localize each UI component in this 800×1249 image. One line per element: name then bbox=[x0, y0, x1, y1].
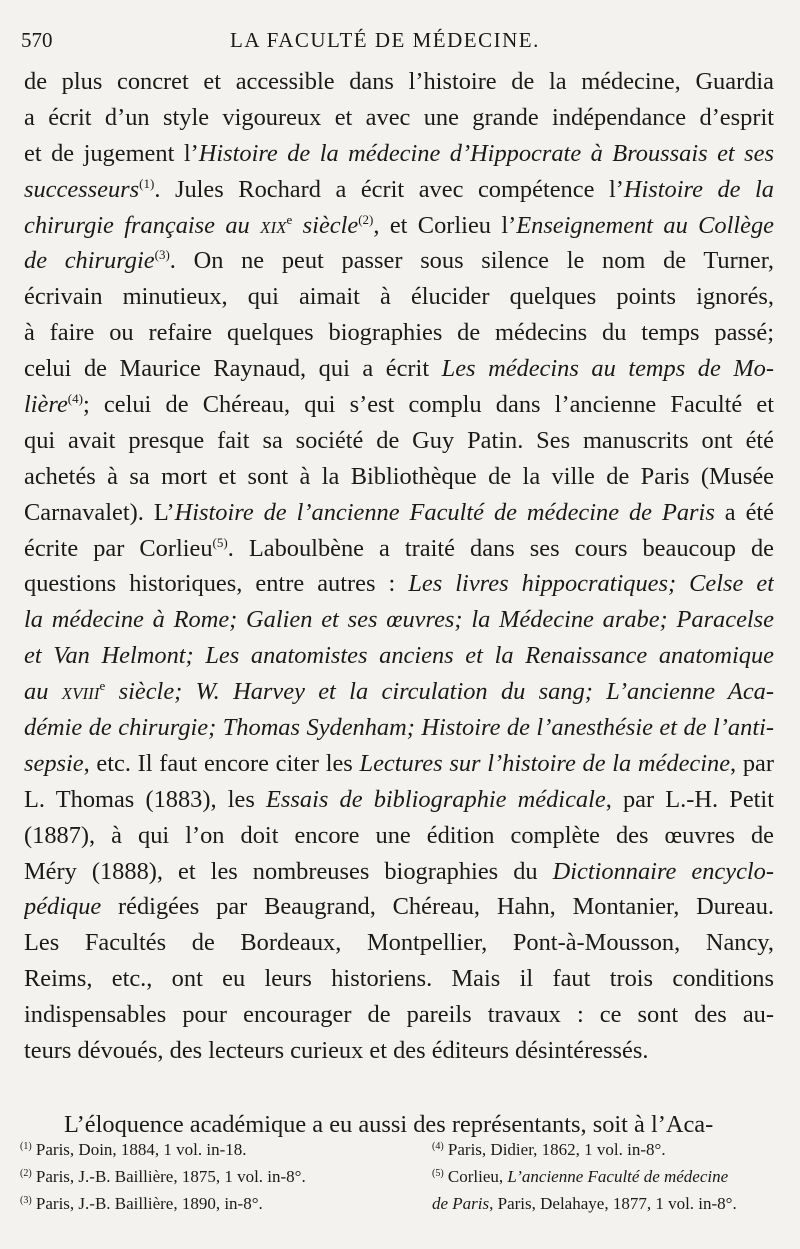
text-run: Paris, Didier, 1862, 1 vol. in-8°. bbox=[443, 1140, 666, 1159]
text-run: . On ne peut passer sous silence le nom de Turner, bbox=[169, 247, 774, 275]
text-line bbox=[24, 710, 774, 746]
italic-text: de Paris bbox=[432, 1194, 490, 1213]
text-run: écrite par Corlieu bbox=[24, 534, 213, 562]
footnotes-left-column bbox=[20, 1136, 420, 1217]
text-run: , et Corlieu l’ bbox=[373, 211, 517, 239]
italic-text: Les livres hippocratiques; Celse et bbox=[408, 570, 774, 598]
italic-text: sepsie bbox=[24, 749, 84, 777]
text-run: rédigées par Beaugrand, Chéreau, Hahn, Montanier, Dureau. bbox=[101, 893, 774, 921]
footnote bbox=[20, 1190, 420, 1217]
text-run: a été bbox=[714, 498, 774, 526]
text-line bbox=[24, 100, 774, 136]
italic-text: Histoire de la bbox=[623, 175, 774, 203]
italic-text: xix bbox=[260, 211, 287, 239]
text-run: . Laboulbène a traité dans ses cours beaucoup de bbox=[227, 534, 774, 562]
italic-text: démie de chirurgie; Thomas Sydenham; Histoire de l’anesthésie et de l’anti- bbox=[24, 714, 774, 742]
footnote bbox=[20, 1163, 420, 1190]
italic-text: au bbox=[24, 678, 62, 706]
text-run: celui de Maurice Raynaud, qui a écrit bbox=[24, 355, 442, 383]
note-reference: (1) bbox=[139, 175, 155, 191]
text-line bbox=[24, 172, 774, 208]
text-run: achetés à sa mort et sont à la Bibliothèque de la ville de Paris (Musée bbox=[24, 462, 774, 490]
note-reference: (2) bbox=[20, 1168, 32, 1179]
italic-text: siècle bbox=[292, 211, 359, 239]
italic-text: lière bbox=[24, 391, 68, 419]
footnote bbox=[432, 1190, 784, 1217]
body-text bbox=[24, 64, 774, 1143]
text-run: Paris, J.-B. Baillière, 1890, in-8°. bbox=[31, 1194, 263, 1213]
text-line bbox=[24, 531, 774, 567]
text-run: , etc. Il faut encore citer les bbox=[83, 749, 360, 777]
italic-text: Histoire de l’ancienne Faculté de médecine de Paris bbox=[174, 498, 715, 526]
text-run: Les Facultés de Bordeaux, Montpellier, Pont-à-Mousson, Nancy, bbox=[24, 929, 774, 957]
text-line bbox=[24, 351, 774, 387]
note-reference: (4) bbox=[67, 391, 83, 407]
italic-text: la médecine à Rome; Galien et ses œuvres; la Médecine arabe; Paracelse bbox=[24, 606, 774, 634]
italic-text: xviii bbox=[61, 678, 100, 706]
text-line bbox=[24, 602, 774, 638]
text-run: . Jules Rochard a écrit avec compétence l’ bbox=[154, 175, 624, 203]
text-run: écrivain minutieux, qui aimait à élucider quelques points ignorés, bbox=[24, 283, 774, 311]
text-line bbox=[24, 243, 774, 279]
text-line bbox=[24, 208, 774, 244]
italic-text: Dictionnaire encyclo- bbox=[552, 857, 774, 885]
note-reference: (1) bbox=[20, 1141, 32, 1152]
text-line bbox=[24, 997, 774, 1033]
footnote bbox=[432, 1163, 784, 1190]
text-run: et de jugement l’ bbox=[24, 139, 199, 167]
italic-text: de chirurgie bbox=[24, 247, 155, 275]
text-run: (1887), à qui l’on doit encore une édition complète des œuvres de bbox=[24, 821, 774, 849]
italic-text: Lectures sur l’histoire de la médecine bbox=[359, 749, 731, 777]
italic-text: successeurs bbox=[24, 175, 140, 203]
text-line bbox=[24, 566, 774, 602]
text-line bbox=[24, 423, 774, 459]
text-line bbox=[24, 495, 774, 531]
text-line bbox=[24, 961, 774, 997]
text-line bbox=[24, 782, 774, 818]
text-run: indispensables pour encourager de pareils travaux : ce sont des au- bbox=[24, 1001, 774, 1029]
text-run: à faire ou refaire quelques biographies de médecins du temps passé; bbox=[24, 319, 774, 347]
text-line bbox=[24, 818, 774, 854]
text-run: Méry (1888), et les nombreuses biographies du bbox=[24, 857, 553, 885]
text-line bbox=[24, 136, 774, 172]
note-reference: (3) bbox=[154, 247, 170, 263]
text-line bbox=[24, 854, 774, 890]
text-run: L. Thomas (1883), les bbox=[24, 785, 267, 813]
text-line bbox=[24, 925, 774, 961]
text-run: teurs dévoués, des lecteurs curieux et des éditeurs désintéressés. bbox=[24, 1037, 649, 1065]
footnotes-right-column bbox=[432, 1136, 784, 1217]
italic-text: et Van Helmont; Les anatomistes anciens et la Renaissance anatomique bbox=[24, 642, 774, 670]
note-reference: (5) bbox=[212, 534, 228, 550]
paragraph-break bbox=[24, 1069, 774, 1107]
text-run: ; celui de Chéreau, qui s’est complu dans l’ancienne Faculté et bbox=[82, 391, 774, 419]
italic-text: Essais de bibliographie médicale bbox=[266, 785, 606, 813]
italic-text: siècle; W. Harvey et la circulation du sang; L’ancienne Aca- bbox=[105, 678, 774, 706]
page-number: 570 bbox=[21, 28, 53, 52]
text-run: Carnavalet). L’ bbox=[24, 498, 175, 526]
footnote bbox=[20, 1136, 420, 1163]
text-run: , Paris, Delahaye, 1877, 1 vol. in-8°. bbox=[489, 1194, 737, 1213]
text-run: Paris, J.-B. Baillière, 1875, 1 vol. in-8°. bbox=[31, 1167, 306, 1186]
running-title: LA FACULTÉ DE MÉDECINE. bbox=[230, 28, 540, 52]
text-line bbox=[24, 279, 774, 315]
italic-text: Histoire de la médecine d’Hippocrate à Broussais et ses bbox=[198, 139, 774, 167]
note-reference: e bbox=[286, 211, 293, 227]
italic-text: chirurgie française au bbox=[24, 211, 261, 239]
text-run: , par bbox=[730, 749, 774, 777]
italic-text: Enseignement au Collège bbox=[516, 211, 774, 239]
italic-text: Les médecins au temps de Mo- bbox=[441, 355, 774, 383]
note-reference: (2) bbox=[358, 211, 374, 227]
note-reference: (4) bbox=[432, 1141, 444, 1152]
text-line bbox=[24, 459, 774, 495]
text-run: qui avait presque fait sa société de Guy Patin. Ses manuscrits ont été bbox=[24, 426, 774, 454]
note-reference: (3) bbox=[20, 1195, 32, 1206]
text-run: de plus concret et accessible dans l’histoire de la médecine, Guardia bbox=[24, 68, 774, 95]
text-line bbox=[24, 746, 774, 782]
text-line bbox=[24, 64, 774, 100]
page-header bbox=[0, 28, 800, 62]
text-run: , par L.-H. Petit bbox=[605, 785, 774, 813]
text-line bbox=[24, 315, 774, 351]
text-run: L’éloquence académique a eu aussi des représentants, soit à l’Aca- bbox=[64, 1110, 714, 1138]
text-line bbox=[24, 889, 774, 925]
text-line bbox=[24, 638, 774, 674]
italic-text: pédique bbox=[24, 893, 102, 921]
italic-text: L’ancienne Faculté de médecine bbox=[507, 1167, 729, 1186]
note-reference: e bbox=[99, 678, 106, 694]
text-run: Reims, etc., ont eu leurs historiens. Mais il faut trois conditions bbox=[24, 965, 774, 993]
text-line bbox=[24, 1033, 774, 1069]
text-line bbox=[24, 387, 774, 423]
text-run: Paris, Doin, 1884, 1 vol. in-18. bbox=[31, 1140, 247, 1159]
text-line bbox=[24, 674, 774, 710]
text-run: Corlieu, bbox=[443, 1167, 508, 1186]
text-run: a écrit d’un style vigoureux et avec une grande indépendance d’esprit bbox=[24, 103, 774, 131]
note-reference: (5) bbox=[432, 1168, 444, 1179]
footnote bbox=[432, 1136, 784, 1163]
text-run: questions historiques, entre autres : bbox=[24, 570, 409, 598]
